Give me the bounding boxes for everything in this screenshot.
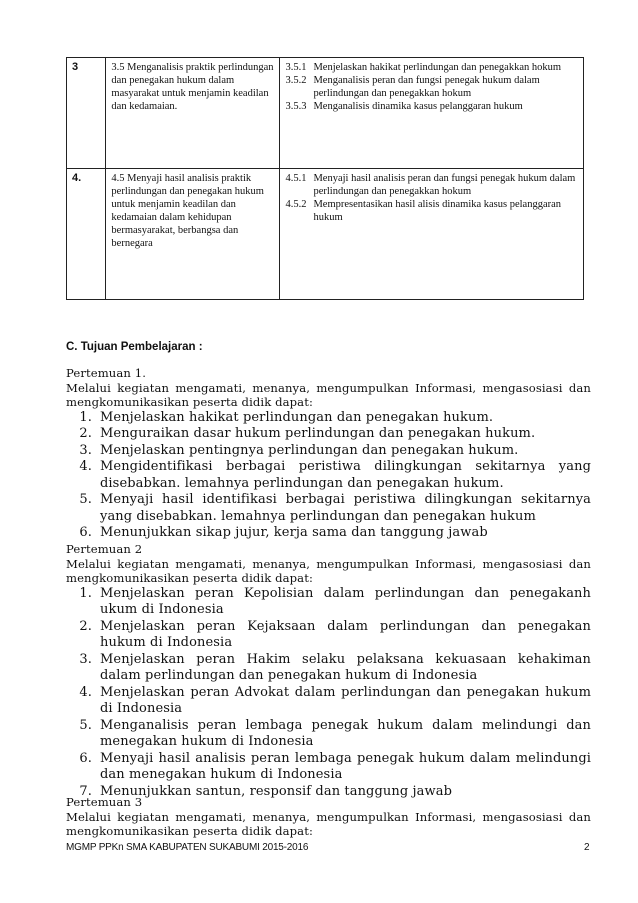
- goal-text: Menyaji hasil analisis peran lembaga penegak hukum dalam melindungi dan menegakan hukum di Indonesia: [100, 750, 591, 782]
- basic-competency: [106, 58, 280, 169]
- row-number: 3: [67, 58, 106, 169]
- indicator-item: [285, 61, 578, 74]
- indicator-number: 4.5.2: [285, 199, 307, 210]
- list-item: [66, 619, 591, 652]
- table-row: [67, 58, 584, 169]
- indicator-cell: [280, 169, 584, 300]
- goal-text: Menunjukkan sikap jujur, kerja sama dan tanggung jawab: [100, 525, 488, 540]
- basic-competency-text: 3.5 Menganalisis praktik perlindungan dan penegakan hukum dalam masyarakat untuk menjamin keadilan dan kedamaian.: [111, 62, 274, 112]
- basic-competency-text: 4.5 Menyaji hasil analisis praktik perlindungan dan penegakan hukum untuk menjamin keadilan dan kedamaian dalam kehidupan bermasyarakat, berbangsa dan bernegara: [111, 173, 264, 249]
- indicator-text: Menganalisis dinamika kasus pelanggaran hukum: [313, 101, 523, 112]
- meeting-intro: Melalui kegiatan mengamati, menanya, mengumpulkan Informasi, mengasosiasi dan mengkomunikasikan peserta didik dapat:: [66, 556, 591, 585]
- basic-competency: [106, 169, 280, 300]
- goal-number: 3.: [79, 442, 92, 458]
- goal-number: 5.: [79, 492, 92, 507]
- goal-text: Menjelaskan peran Kepolisian dalam perlindungan dan penegakanh ukum di Indonesia: [100, 585, 591, 617]
- indicator-item: [285, 172, 578, 198]
- goal-number: 6.: [79, 750, 92, 766]
- indicator-text: Menyaji hasil analisis peran dan fungsi penegak hukum dalam perlindungan dan penegakkan hokum: [313, 173, 576, 197]
- indicator-text: Mempresentasikan hasil alisis dinamika kasus pelanggaran hukum: [313, 199, 562, 223]
- indicator-number: 3.5.3: [285, 101, 307, 112]
- list-item: [66, 443, 591, 460]
- section-title: C. Tujuan Pembelajaran :: [66, 341, 203, 353]
- goal-number: 3.: [79, 651, 92, 667]
- goal-text: Menjelaskan pentingnya perlindungan dan penegakan hukum.: [100, 442, 519, 458]
- list-item: [66, 586, 591, 619]
- list-item: [66, 492, 591, 525]
- page-number: 2: [584, 842, 590, 853]
- list-item: [66, 751, 591, 784]
- list-item: [66, 426, 591, 443]
- indicator-cell: [280, 58, 584, 169]
- indicator-number: 3.5.2: [285, 75, 307, 86]
- row-number: 4.: [67, 169, 106, 300]
- goal-number: 4.: [79, 684, 92, 700]
- list-item: [66, 525, 591, 542]
- list-item: [66, 410, 591, 427]
- goal-number: 1.: [79, 409, 92, 425]
- goal-list: [66, 586, 591, 801]
- goal-number: 5.: [79, 717, 92, 733]
- goal-text: Menjelaskan peran Hakim selaku pelaksana kekuasaan kehakiman dalam perlindungan dan penegakan hukum di Indonesia: [100, 651, 591, 683]
- list-item: [66, 718, 591, 751]
- goal-text: Mengidentifikasi berbagai peristiwa dilingkungan sekitarnya yang disebabkan. lemahnya perlindungan dan penegakan hukum.: [100, 459, 591, 491]
- goal-text: Menyaji hasil identifikasi berbagai peristiwa dilingkungan sekitarnya yang disebabkan. lemahnya perlindungan dan penegakan hukum: [100, 492, 591, 524]
- meeting-intro: Melalui kegiatan mengamati, menanya, mengumpulkan Informasi, mengasosiasi dan mengkomunikasikan peserta didik dapat:: [66, 380, 591, 409]
- goal-number: 2.: [79, 618, 92, 634]
- goal-text: Menjelaskan peran Kejaksaan dalam perlindungan dan penegakan hukum di Indonesia: [100, 618, 591, 650]
- meeting-label: Pertemuan 1.: [66, 366, 146, 380]
- meeting-block: [66, 366, 591, 542]
- list-item: [66, 459, 591, 492]
- footer-text: MGMP PPKn SMA KABUPATEN SUKABUMI 2015-2016: [66, 842, 309, 853]
- indicator-item: [285, 74, 578, 100]
- indicator-text: Menganalisis peran dan fungsi penegak hukum dalam perlindungan dan penegakkan hokum: [313, 75, 540, 99]
- goal-text: Menjelaskan peran Advokat dalam perlindungan dan penegakan hukum di Indonesia: [100, 684, 591, 716]
- list-item: [66, 652, 591, 685]
- meeting-block: [66, 542, 591, 800]
- indicator-number: 3.5.1: [285, 62, 307, 73]
- meeting-label: Pertemuan 2: [66, 542, 143, 556]
- competency-table: [66, 57, 584, 300]
- indicator-text: Menjelaskan hakikat perlindungan dan penegakkan hokum: [313, 62, 562, 73]
- goal-text: Menganalisis peran lembaga penegak hukum dalam melindungi dan menegakan hukum di Indonesia: [100, 717, 591, 749]
- goal-list: [66, 410, 591, 542]
- indicator-item: [285, 100, 578, 113]
- goal-number: 2.: [79, 426, 92, 441]
- meeting-label: Pertemuan 3: [66, 795, 143, 809]
- goal-text: Menunjukkan santun, responsif dan tanggung jawab: [100, 783, 452, 799]
- indicator-number: 4.5.1: [285, 173, 307, 184]
- meeting-intro: Melalui kegiatan mengamati, menanya, mengumpulkan Informasi, mengasosiasi dan mengkomunikasikan peserta didik dapat:: [66, 809, 591, 838]
- indicator-item: [285, 198, 578, 224]
- table-row: [67, 169, 584, 300]
- goal-number: 4.: [79, 459, 92, 474]
- meeting-block: [66, 795, 591, 839]
- goal-text: Menguraikan dasar hukum perlindungan dan penegakan hukum.: [100, 426, 536, 441]
- goal-number: 7.: [79, 783, 92, 799]
- goal-text: Menjelaskan hakikat perlindungan dan penegakan hukum.: [100, 409, 494, 425]
- list-item: [66, 685, 591, 718]
- goal-number: 1.: [79, 585, 92, 601]
- goal-number: 6.: [79, 525, 92, 540]
